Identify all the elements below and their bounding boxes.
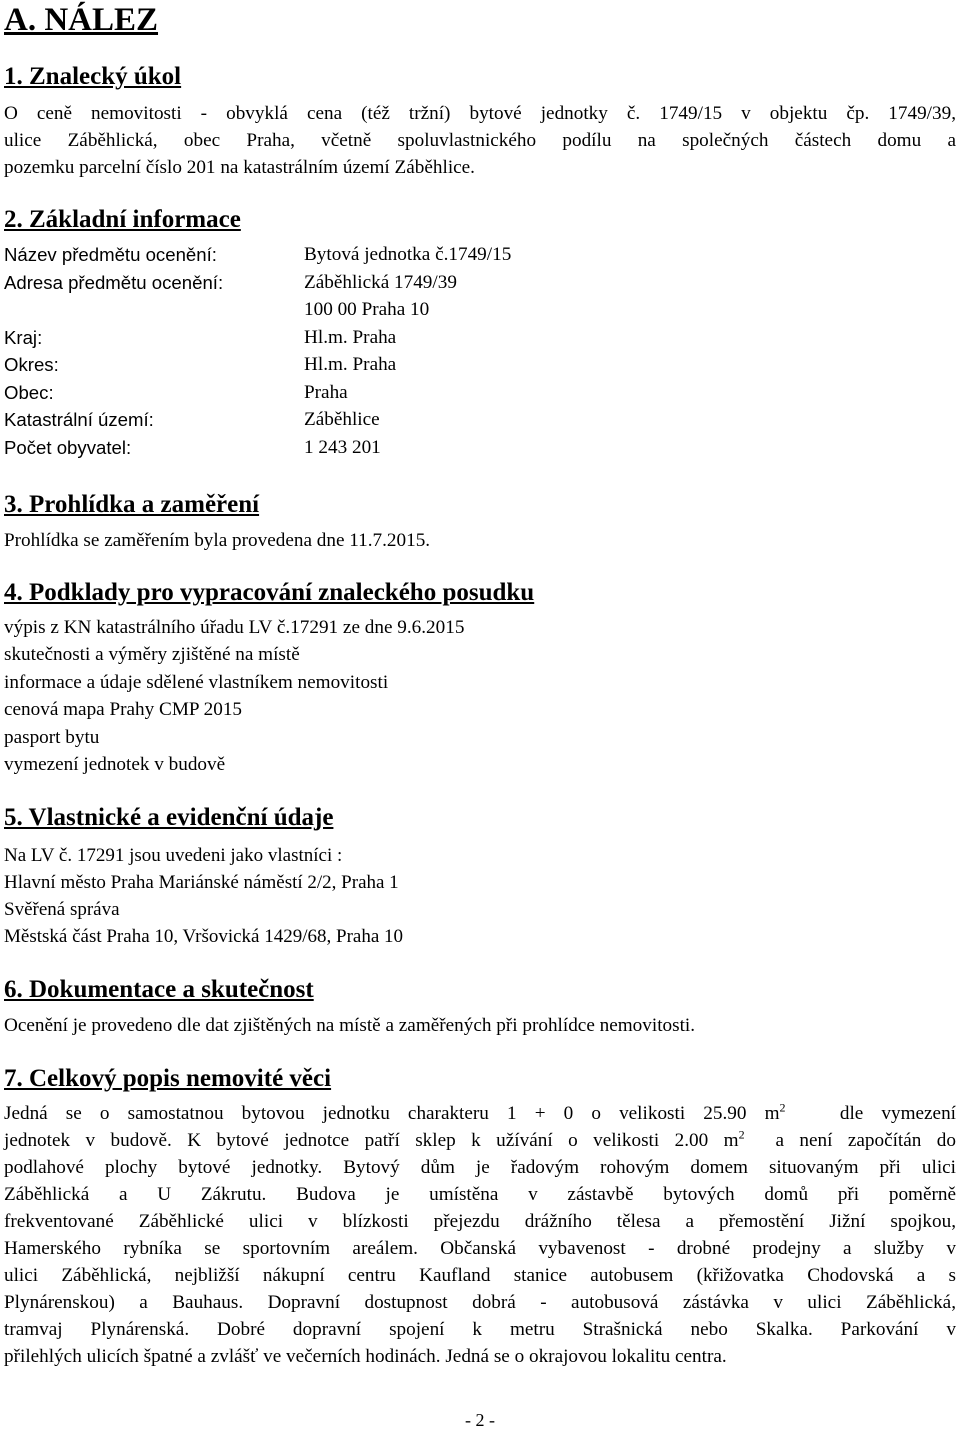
basic-info-table [0, 241, 511, 461]
section-1-heading: 1. Znalecký úkol [4, 63, 182, 90]
table-row [0, 269, 511, 297]
section-7-heading: 7. Celkový popis nemovité věci [4, 1065, 332, 1092]
description-line: ulici Záběhlická, nejbližší nákupní centru Kaufland stanice autobusem (křižovatka Chodovská a s [4, 1265, 956, 1286]
info-label: Obec: [4, 381, 54, 403]
table-row [0, 434, 511, 462]
info-value: Bytová jednotka č.1749/15 [304, 244, 512, 265]
list-item: výpis z KN katastrálního úřadu LV č.17291 ze dne 9.6.2015 [4, 617, 465, 638]
info-value: Záběhlice [304, 409, 380, 430]
document-title: A. NÁLEZ [4, 2, 159, 38]
table-row [0, 324, 511, 352]
list-item: vymezení jednotek v budově [4, 754, 226, 776]
table-row [0, 379, 511, 407]
description-line: frekventované Záběhlické ulici v blízkosti přejezdu drážního tělesa a přemostění Jižní spojkou, [4, 1211, 956, 1232]
page-number: - 2 - [465, 1410, 495, 1430]
description-line: tramvaj Plynárenská. Dobré dopravní spojení k metru Strašnická nebo Skalka. Parkování v [4, 1319, 956, 1340]
info-value: 1 243 201 [304, 436, 381, 458]
description-line: Plynárenskou) a Bauhaus. Dopravní dostupnost dobrá - autobusová zástávka v ulici Záběhlická, [4, 1292, 956, 1313]
sources-list [4, 614, 464, 778]
info-value: Záběhlická 1749/39 [304, 271, 457, 293]
info-label: Adresa předmětu ocenění: [4, 271, 224, 293]
table-row [0, 296, 511, 324]
info-value: Hl.m. Praha [304, 326, 397, 348]
section-1-line-3: pozemku parcelní číslo 201 na katastrálním území Záběhlice. [4, 157, 475, 178]
list-item: pasport bytu [4, 726, 100, 748]
section-3-heading: 3. Prohlídka a zaměření [4, 491, 260, 518]
section-1-line-2: ulice Záběhlická, obec Praha, včetně spoluvlastnického podílu na společných částech domu a [4, 130, 956, 151]
inspection-text: Prohlídka se zaměřením byla provedena dne 11.7.2015. [4, 530, 431, 551]
info-value: Hl.m. Praha [304, 354, 397, 375]
section-4-heading: 4. Podklady pro vypracování znaleckého posudku [4, 579, 535, 606]
section-1-line-1: O ceně nemovitosti - obvyklá cena (též tržní) bytové jednotky č. 1749/15 v objektu čp. 1749/39, [4, 103, 956, 124]
info-label: Kraj: [4, 326, 43, 348]
description-line-2: jednotek v budově. K bytové jednotce patří sklep k užívání o velikosti 2.00 $m^2$ a není započítán do [4, 1127, 956, 1151]
info-label: Katastrální území: [4, 409, 154, 430]
ownership-line: Hlavní město Praha Mariánské náměstí 2/2, Praha 1 [4, 872, 399, 893]
ownership-line: Svěřená správa [4, 899, 120, 920]
list-item: skutečnosti a výměry zjištěné na místě [4, 644, 300, 666]
description-line: podlahové plochy bytové jednotky. Bytový dům je řadovým rohovým domem situovaným při ulici [4, 1157, 956, 1178]
list-item: informace a údaje sdělené vlastníkem nemovitosti [4, 671, 389, 693]
section-6-heading: 6. Dokumentace a skutečnost [4, 976, 314, 1003]
info-label: Název předmětu ocenění: [4, 244, 217, 265]
info-label [0, 296, 304, 324]
list-item: cenová mapa Prahy CMP 2015 [4, 699, 243, 721]
description-line: Záběhlická a U Zákrutu. Budova je umístěna v zástavbě bytových domů při poměrně [4, 1184, 956, 1205]
documentation-text: Ocenění je provedeno dle dat zjištěných na místě a zaměřených při prohlídce nemovitosti. [4, 1015, 696, 1036]
description-line: Hamerského rybníka se sportovním areálem. Občanská vybavenost - drobné prodejny a služby v [4, 1238, 956, 1259]
description-line-1: Jedná se o samostatnou bytovou jednotku charakteru 1 + 0 o velikosti 25.90 $m^2$ dle vymezení [4, 1100, 956, 1124]
table-row [0, 406, 511, 434]
table-row [0, 241, 511, 269]
info-label: Okres: [4, 354, 59, 375]
info-label: Počet obyvatel: [4, 436, 132, 458]
info-value: Praha [304, 381, 348, 403]
section-2-heading: 2. Základní informace [4, 206, 241, 233]
section-5-heading: 5. Vlastnické a evidenční údaje [4, 804, 334, 831]
info-value: 100 00 Praha 10 [304, 299, 430, 320]
ownership-line: Na LV č. 17291 jsou uvedeni jako vlastníci : [4, 845, 343, 866]
table-row [0, 351, 511, 379]
ownership-line: Městská část Praha 10, Vršovická 1429/68, Praha 10 [4, 926, 404, 947]
description-line-last: přilehlých ulicích špatné a zvlášť ve večerních hodinách. Jedná se o okrajovou lokalitu centra. [4, 1346, 727, 1367]
